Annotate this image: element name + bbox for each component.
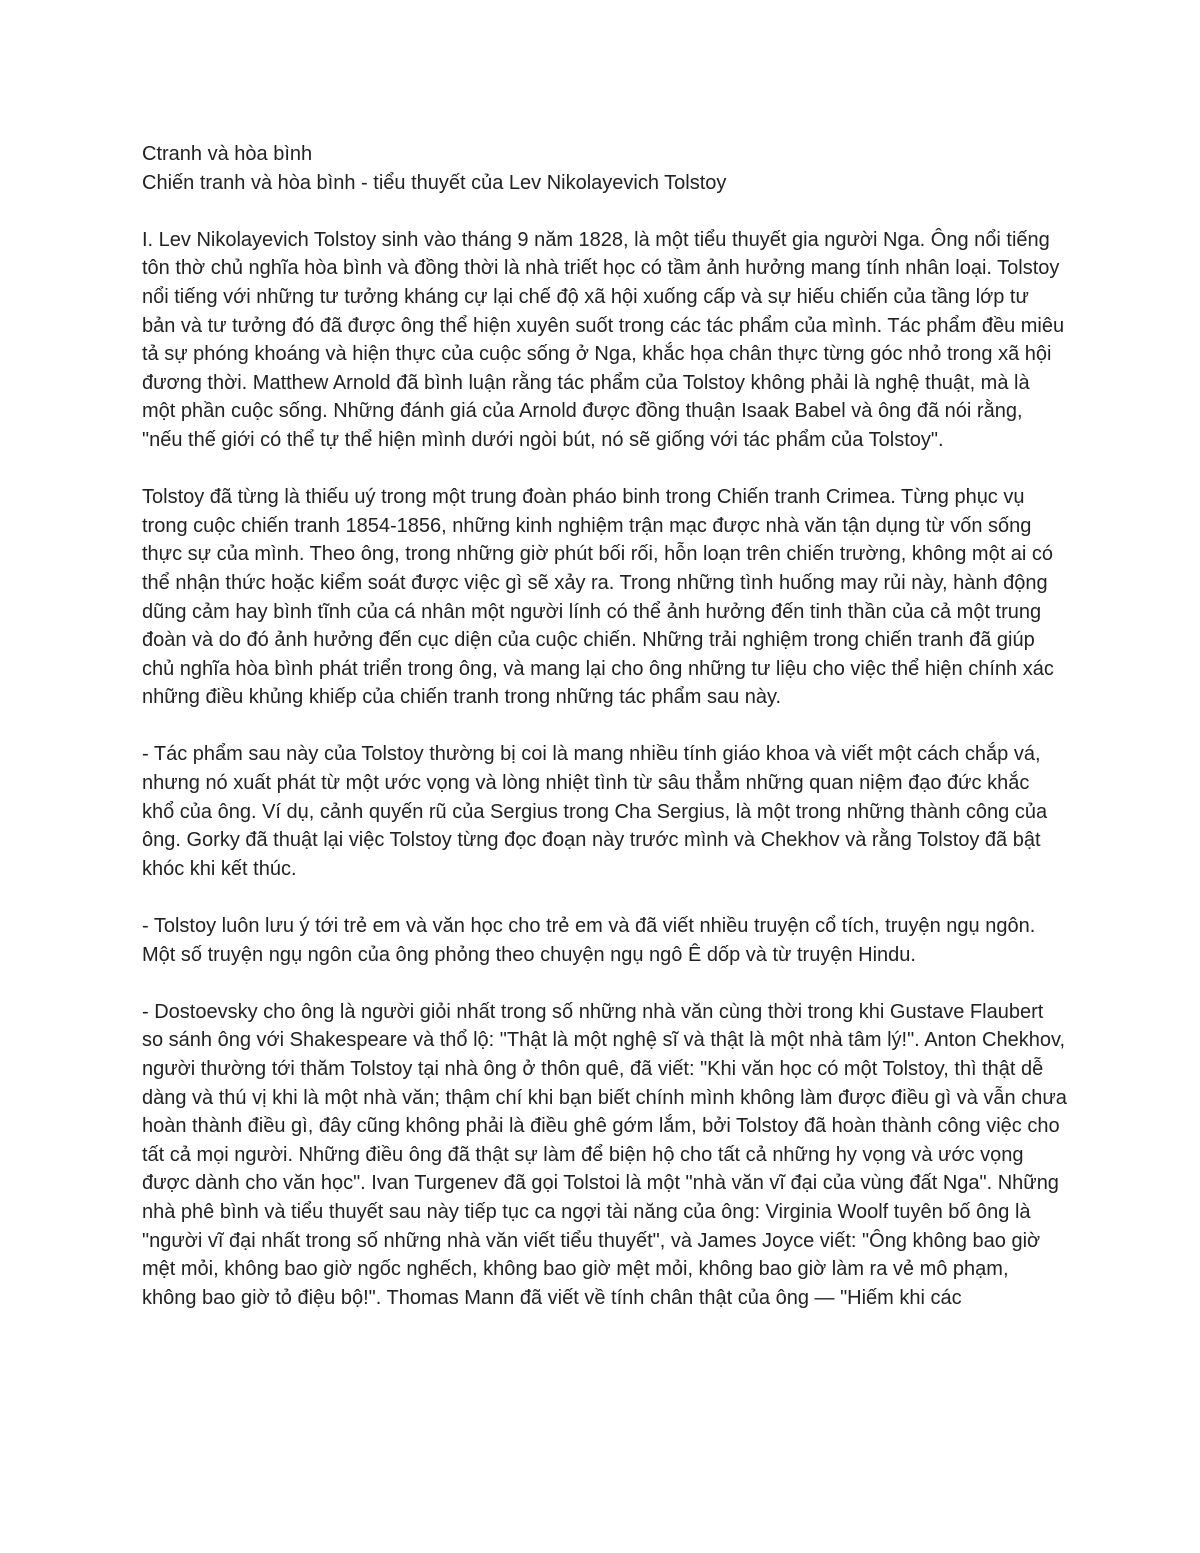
paragraph-3: - Tác phẩm sau này của Tolstoy thường bị coi là mang nhiều tính giáo khoa và viết một cách chắp vá, nhưng nó xuất phát từ một ước vọng và lòng nhiệt tình từ sâu thẳm những quan niệm đạo đức khắc khổ của ông. Ví dụ, cảnh quyến rũ của Sergius trong Cha Sergius, là một trong những thành công của ông. Gorky đã thuật lại việc Tolstoy từng đọc đoạn này trước mình và Chekhov và rằng Tolstoy đã bật khóc khi kết thúc.: [142, 743, 1048, 880]
paragraph-1: I. Lev Nikolayevich Tolstoy sinh vào tháng 9 năm 1828, là một tiểu thuyết gia người Nga. Ông nổi tiếng tôn thờ chủ nghĩa hòa bình và đồng thời là nhà triết học có tầm ảnh hưởng mang tính nhân loại. Tolstoy nổi tiếng với những tư tưởng kháng cự lại chế độ xã hội xuống cấp và sự hiếu chiến của tầng lớp tư bản và tư tưởng đó đã được ông thể hiện xuyên suốt trong các tác phẩm của mình. Tác phẩm đều miêu tả sự phóng khoáng và hiện thực của cuộc sống ở Nga, khắc họa chân thực từng góc nhỏ trong xã hội đương thời. Matthew Arnold đã bình luận rằng tác phẩm của Tolstoy không phải là nghệ thuật, mà là một phần cuộc sống. Những đánh giá của Arnold được đồng thuận Isaak Babel và ông đã nói rằng, "nếu thế giới có thể tự thể hiện mình dưới ngòi bút, nó sẽ giống với tác phẩm của Tolstoy".: [142, 228, 1065, 451]
paragraph-gap: [142, 455, 1067, 484]
document-title: Ctranh và hòa bình: [142, 143, 313, 165]
paragraph-gap: [142, 883, 1067, 912]
paragraph-gap: [142, 197, 1067, 226]
document-body: [142, 140, 1067, 1312]
paragraph-5: - Dostoevsky cho ông là người giỏi nhất trong số những nhà văn cùng thời trong khi Gustave Flaubert so sánh ông với Shakespeare và thổ lộ: "Thật là một nghệ sĩ và thật là một nhà tâm lý!". Anton Chekhov, người thường tới thăm Tolstoy tại nhà ông ở thôn quê, đã viết: "Khi văn học có một Tolstoy, thì thật dễ dàng và thú vị khi là một nhà văn; thậm chí khi bạn biết chính mình không làm được điều gì và vẫn chưa hoàn thành điều gì, đây cũng không phải là điều ghê gớm lắm, bởi Tolstoy đã hoàn thành công việc cho tất cả mọi người. Những điều ông đã thật sự làm để biện hộ cho tất cả những hy vọng và ước vọng được dành cho văn học". Ivan Turgenev đã gọi Tolstoi là một "nhà văn vĩ đại của vùng đất Nga". Những nhà phê bình và tiểu thuyết sau này tiếp tục ca ngợi tài năng của ông: Virginia Woolf tuyên bố ông là "người vĩ đại nhất trong số những nhà văn viết tiểu thuyết", và James Joyce viết: "Ông không bao giờ mệt mỏi, không bao giờ ngốc nghếch, không bao giờ mệt mỏi, không bao giờ làm ra vẻ mô phạm, không bao giờ tỏ điệu bộ!". Thomas Mann đã viết về tính chân thật của ông — "Hiếm khi các: [142, 1000, 1067, 1309]
document-subtitle: Chiến tranh và hòa bình - tiểu thuyết của Lev Nikolayevich Tolstoy: [142, 171, 727, 194]
paragraph-gap: [142, 712, 1067, 741]
paragraph-gap: [142, 969, 1067, 998]
paragraph-4: - Tolstoy luôn lưu ý tới trẻ em và văn học cho trẻ em và đã viết nhiều truyện cổ tích, truyện ngụ ngôn. Một số truyện ngụ ngôn của ông phỏng theo chuyện ngụ ngô Ê dốp và từ truyện Hindu.: [142, 915, 1036, 966]
paragraph-2: Tolstoy đã từng là thiếu uý trong một trung đoàn pháo binh trong Chiến tranh Crimea. Từng phục vụ trong cuộc chiến tranh 1854-1856, những kinh nghiệm trận mạc được nhà văn tận dụng từ vốn sống thực sự của mình. Theo ông, trong những giờ phút bối rối, hỗn loạn trên chiến trường, không một ai có thể nhận thức hoặc kiểm soát được việc gì sẽ xảy ra. Trong những tình huống may rủi này, hành động dũng cảm hay bình tĩnh của cá nhân một người lính có thể ảnh hưởng đến tinh thần của cả một trung đoàn và do đó ảnh hưởng đến cục diện của cuộc chiến. Những trải nghiệm trong chiến tranh đã giúp chủ nghĩa hòa bình phát triển trong ông, và mang lại cho ông những tư liệu cho việc thể hiện chính xác những điều khủng khiếp của chiến tranh trong những tác phẩm sau này.: [142, 486, 1054, 709]
